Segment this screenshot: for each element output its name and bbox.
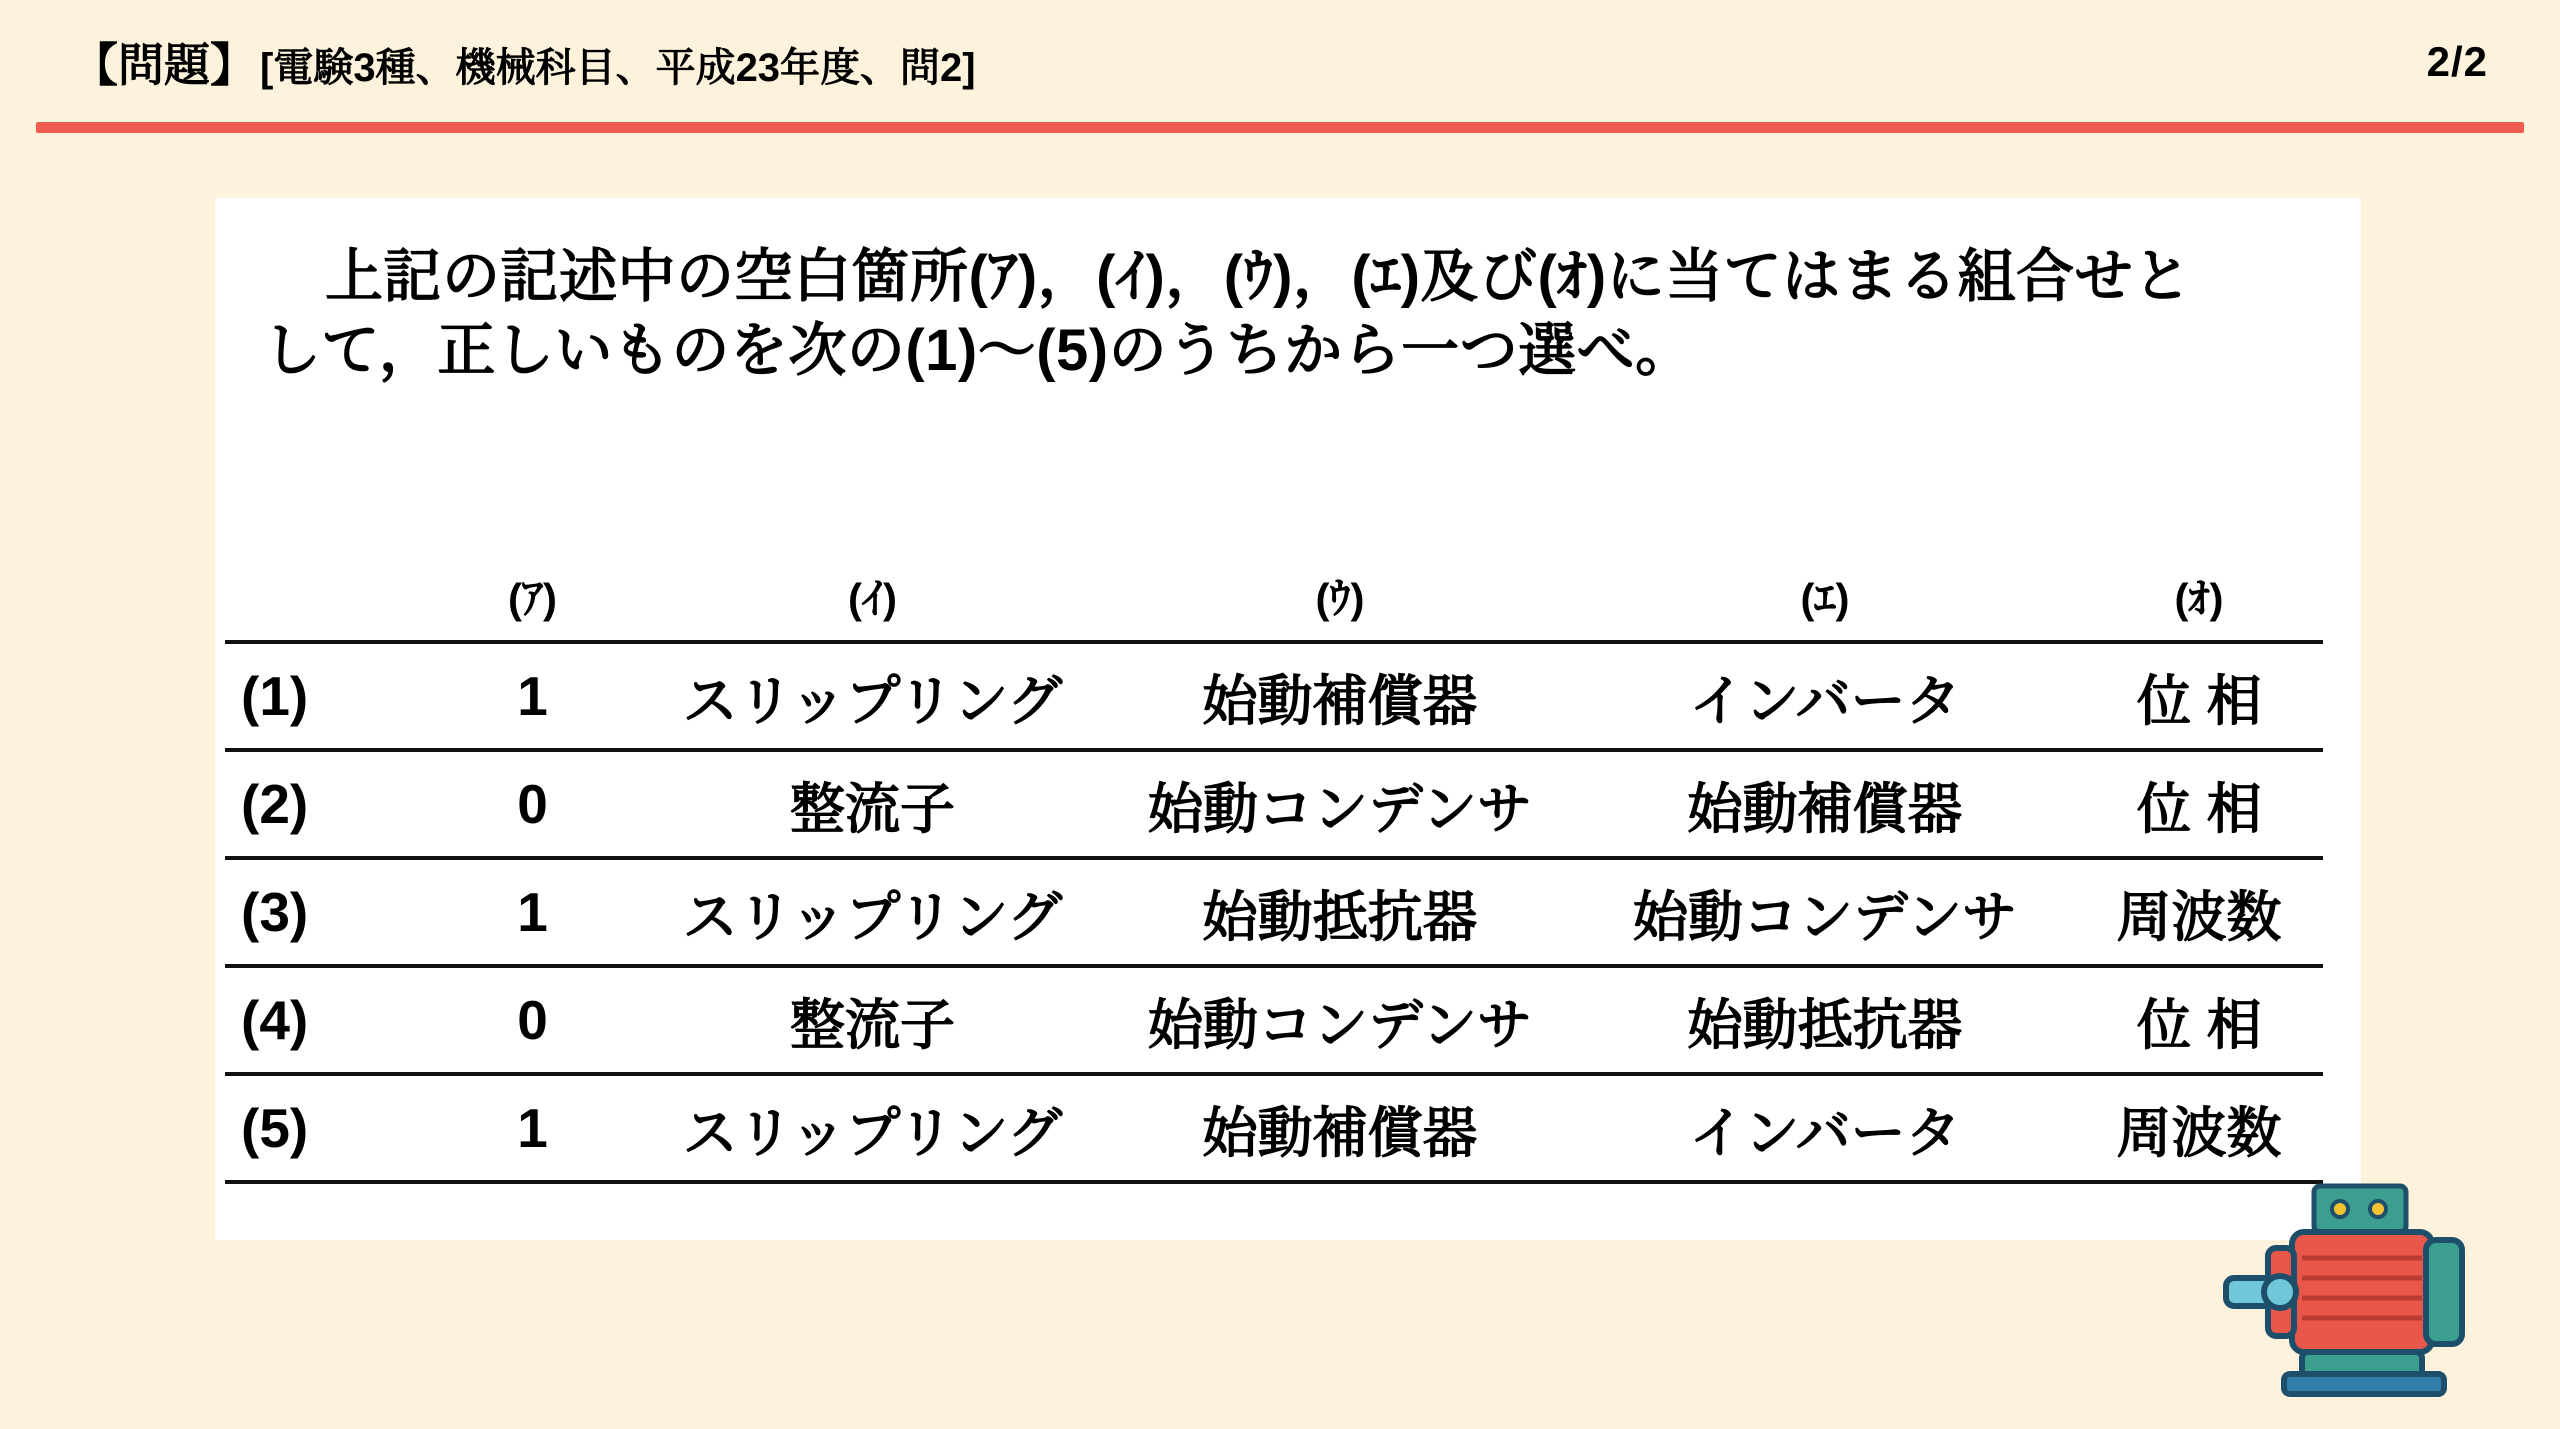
table-row[interactable] [225, 858, 2323, 966]
electric-motor-icon [2218, 1178, 2508, 1408]
choice-value-c: 始動コンデンサ [1105, 966, 1575, 1074]
choice-value-b: スリップリング [640, 1074, 1105, 1182]
choice-value-d: インバータ [1575, 642, 2075, 750]
header-row [72, 22, 2488, 102]
table-row[interactable] [225, 750, 2323, 858]
page-indicator: 2/2 [2426, 38, 2488, 85]
table-row[interactable] [225, 642, 2323, 750]
problem-tag: 【問題】 [72, 39, 256, 91]
choice-value-e: 周波数 [2075, 1074, 2323, 1182]
table-row[interactable] [225, 966, 2323, 1074]
choice-value-a: 1 [425, 858, 640, 966]
column-header-b: (ｲ) [848, 575, 897, 622]
choice-value-b: スリップリング [640, 858, 1105, 966]
choice-value-a: 0 [425, 966, 640, 1074]
header-divider [36, 122, 2524, 133]
choice-value-c: 始動補償器 [1105, 642, 1575, 750]
column-header-a: (ｱ) [508, 575, 557, 622]
choice-index: (2) [225, 750, 425, 858]
choice-index: (3) [225, 858, 425, 966]
choice-value-d: インバータ [1575, 1074, 2075, 1182]
instruction-line-2: して，正しいものを次の(1)～(5)のうちから一つ選べ。 [263, 318, 1694, 384]
choice-index: (4) [225, 966, 425, 1074]
header-title-group [72, 29, 976, 95]
choice-value-c: 始動抵抗器 [1105, 858, 1575, 966]
choice-value-b: 整流子 [640, 750, 1105, 858]
choice-value-d: 始動補償器 [1575, 750, 2075, 858]
choice-index: (1) [225, 642, 425, 750]
choice-value-d: 始動コンデンサ [1575, 858, 2075, 966]
choice-value-b: 整流子 [640, 966, 1105, 1074]
instruction-line-1: 上記の記述中の空白箇所(ｱ)，(ｲ)，(ｳ)，(ｴ)及び(ｵ)に当てはまる組合せと [325, 244, 2192, 309]
choice-value-e: 位 相 [2075, 642, 2323, 750]
table-header-row [225, 566, 2323, 642]
content-card [215, 198, 2361, 1240]
column-header-blank [225, 566, 425, 642]
problem-source: [電験3種、機械科目、平成23年度、問2] [260, 46, 976, 90]
choice-value-c: 始動コンデンサ [1105, 750, 1575, 858]
choice-value-b: スリップリング [640, 642, 1105, 750]
question-instruction [263, 240, 2323, 388]
column-header-e: (ｵ) [2174, 575, 2224, 622]
column-header-d: (ｴ) [1800, 575, 1850, 622]
table-row[interactable] [225, 1074, 2323, 1182]
slide-header [0, 0, 2560, 132]
choice-value-e: 位 相 [2075, 966, 2323, 1074]
choice-value-a: 1 [425, 1074, 640, 1182]
choice-value-e: 位 相 [2075, 750, 2323, 858]
choice-value-d: 始動抵抗器 [1575, 966, 2075, 1074]
choice-value-c: 始動補償器 [1105, 1074, 1575, 1182]
choice-value-a: 0 [425, 750, 640, 858]
choice-index: (5) [225, 1074, 425, 1182]
answer-choices-table [225, 566, 2323, 1184]
choice-value-a: 1 [425, 642, 640, 750]
choice-value-e: 周波数 [2075, 858, 2323, 966]
column-header-c: (ｳ) [1315, 575, 1365, 622]
